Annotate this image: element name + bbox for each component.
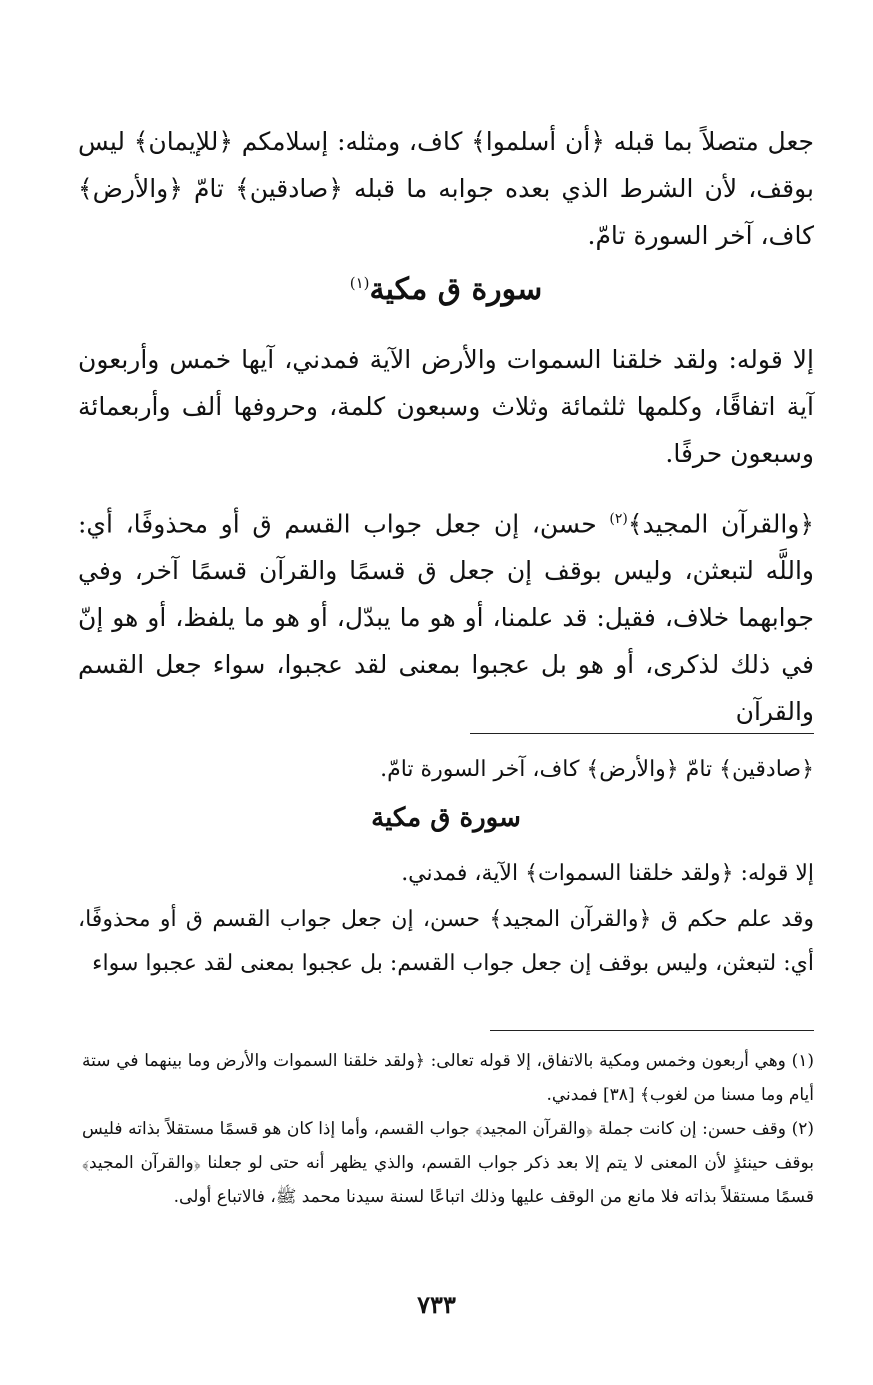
quote-heading [78,803,814,833]
footnote-2: (٢) وقف حسن: إن كانت جملة ﴿والقرآن المجيد﴾ جواب القسم، وأما إذا كان هو قسمًا مستقلاً بذاته فليس بوقف حينئذٍ لأن المعنى لا يتم إلا بعد ذكر جواب القسم، والذي يظهر أنه حتى لو جعلنا ﴿والقرآن المجيد﴾ قسمًا مستقلاً بذاته فلا مانع من الوقف عليها وذلك اتباعًا لسنة سيدنا محمد ﷺ، فالاتباع أولى. [82,1119,814,1207]
quote-text: ﴿صادقين﴾ تامّ ﴿والأرض﴾ كاف، آخر السورة تامّ. [380,757,814,782]
main-paragraph-2 [78,336,814,477]
paragraph-quran-majeed [78,496,814,735]
quoted-line-1 [78,748,814,792]
quote-surah-title: سورة ق مكية [371,803,521,833]
surah-title: سورة ق مكية [369,272,543,307]
footnotes [82,1044,814,1214]
footnote-1: (١) وهي أربعون وخمس ومكية بالاتفاق، إلا قوله تعالى: ﴿ولقد خلقنا السموات والأرض وما بينهما في ستة أيام وما مسنا من لغوب﴾ [٣٨] فمدني. [82,1051,814,1105]
footnote-divider [490,1030,814,1031]
verse-quote: ﴿والقرآن المجيد﴾ [627,509,814,539]
main-paragraph-3 [78,496,814,735]
paragraph-verse-count: إلا قوله: ولقد خلقنا السموات والأرض الآية فمدني، آيها خمس وأربعون آية اتفاقًا، وكلمها ثلثمائة وثلاث وسبعون كلمة، وحروفها ألف وأربعمائة وسبعون حرفًا. [78,345,814,468]
surah-heading [78,272,814,307]
quoted-line-2 [78,852,814,896]
quote-text: وقد علم حكم ق ﴿والقرآن المجيد﴾ حسن، إن جعل جواب القسم ق أو محذوفًا، أي: لتبعثن، وليس بوقف إن جعل جواب القسم: بل عجبوا بمعنى لقد عجبوا سواء [78,907,814,976]
paragraph-text: حسن، إن جعل جواب القسم ق أو محذوفًا، أي: واللَّه لتبعثن، وليس بوقف إن جعل ق قسمًا والقرآن قسمًا آخر، وفي جوابهما خلاف، فقيل: قد علمنا، أو هو ما يبدّل، أو هو ما يلفظ، أو هو إنّ في ذلك لذكرى، أو هو بل عجبوا بمعنى لقد عجبوا، سواء جعل القسم والقرآن [78,509,814,727]
paragraph-surah-ending: جعل متصلاً بما قبله ﴿أن أسلموا﴾ كاف، ومثله: إسلامكم ﴿للإيمان﴾ ليس بوقف، لأن الشرط الذي بعده جوابه ما قبله ﴿صادقين﴾ تامّ ﴿والأرض﴾ كاف، آخر السورة تامّ. [78,127,814,250]
quoted-line-3 [78,898,814,986]
footnote-marker-2: (٢) [609,511,628,527]
section-divider [470,733,814,734]
page-number: ٧٣٣ [417,1290,456,1319]
quote-text: إلا قوله: ﴿ولقد خلقنا السموات﴾ الآية، فمدني. [401,861,814,886]
footnote-marker-1: (١) [349,274,370,292]
main-paragraph-1 [78,118,814,259]
